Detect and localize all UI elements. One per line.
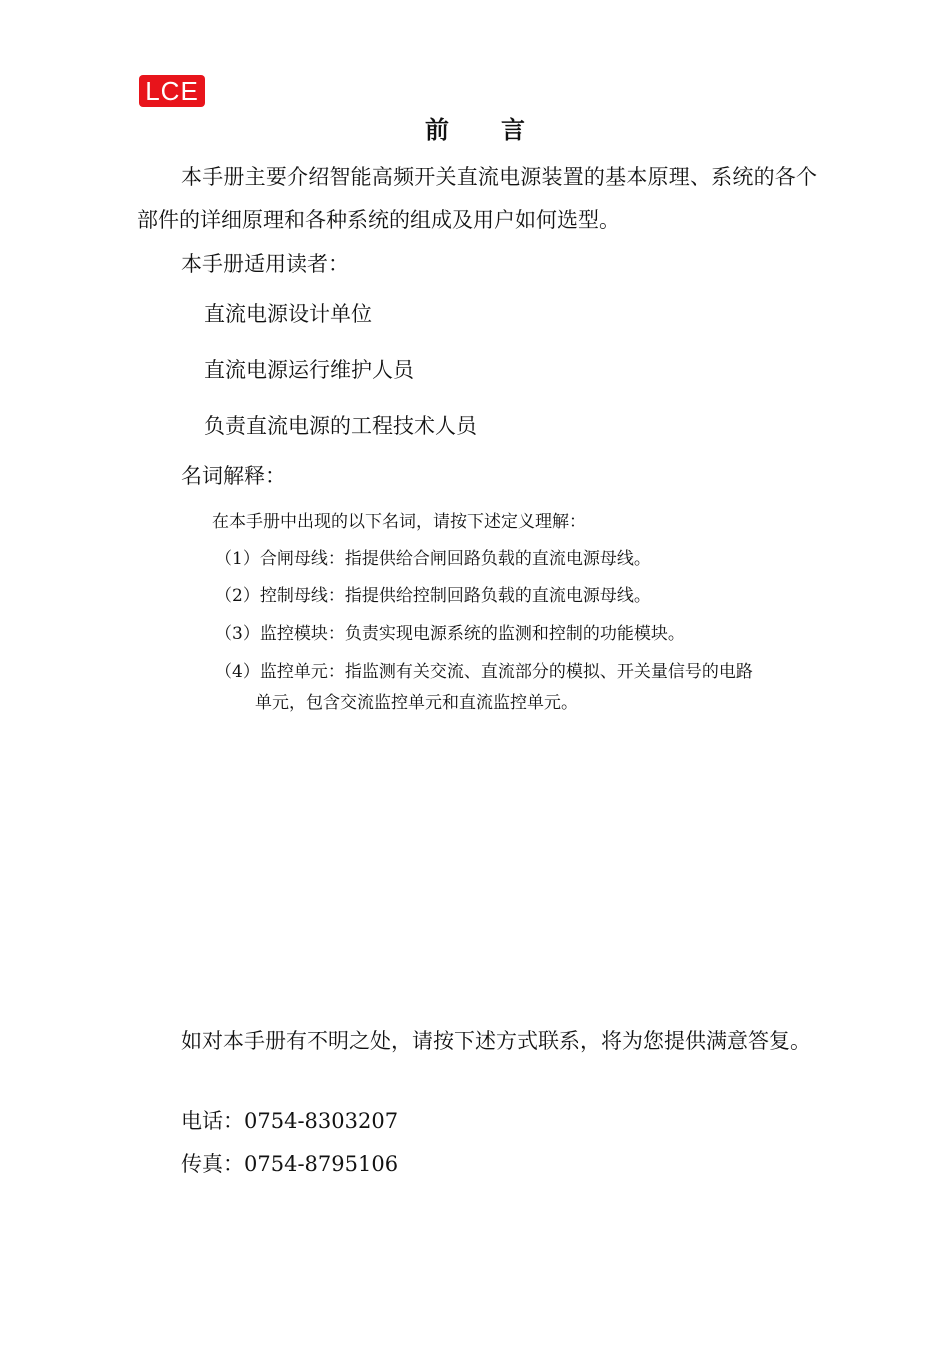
contact-phone: 电话：0754-8303207 (181, 1109, 399, 1133)
glossary-item-continuation: 单元，包含交流监控单元和直流监控单元。 (255, 693, 578, 713)
company-logo: LCE (139, 75, 205, 107)
readers-heading: 本手册适用读者： (181, 252, 349, 276)
contact-fax: 传真：0754-8795106 (181, 1152, 399, 1176)
glossary-lead: 在本手册中出现的以下名词，请按下述定义理解： (212, 512, 586, 532)
intro-paragraph: 本手册主要介绍智能高频开关直流电源装置的基本原理、系统的各个部件的详细原理和各种系统的组成及用户如何选型。 (137, 165, 817, 232)
glossary-item-text: （1）合闸母线：指提供给合闸回路负载的直流电源母线。 (215, 549, 651, 569)
glossary-item (215, 619, 820, 650)
glossary-item (215, 544, 820, 575)
glossary-item-text: （2）控制母线：指提供给控制回路负载的直流电源母线。 (215, 586, 651, 606)
reader-item: 直流电源设计单位 (204, 302, 372, 326)
reader-item: 直流电源运行维护人员 (204, 358, 414, 382)
glossary-heading: 名词解释： (181, 464, 286, 488)
reader-item: 负责直流电源的工程技术人员 (204, 414, 477, 438)
glossary-item (215, 581, 820, 612)
glossary-item (215, 657, 820, 719)
contact-note: 如对本手册有不明之处，请按下述方式联系，将为您提供满意答复。 (181, 1029, 811, 1053)
page-title: 前言 (425, 115, 577, 144)
glossary-item-text: （4）监控单元：指监测有关交流、直流部分的模拟、开关量信号的电路 (215, 662, 753, 682)
glossary-item-text: （3）监控模块：负责实现电源系统的监测和控制的功能模块。 (215, 624, 685, 644)
